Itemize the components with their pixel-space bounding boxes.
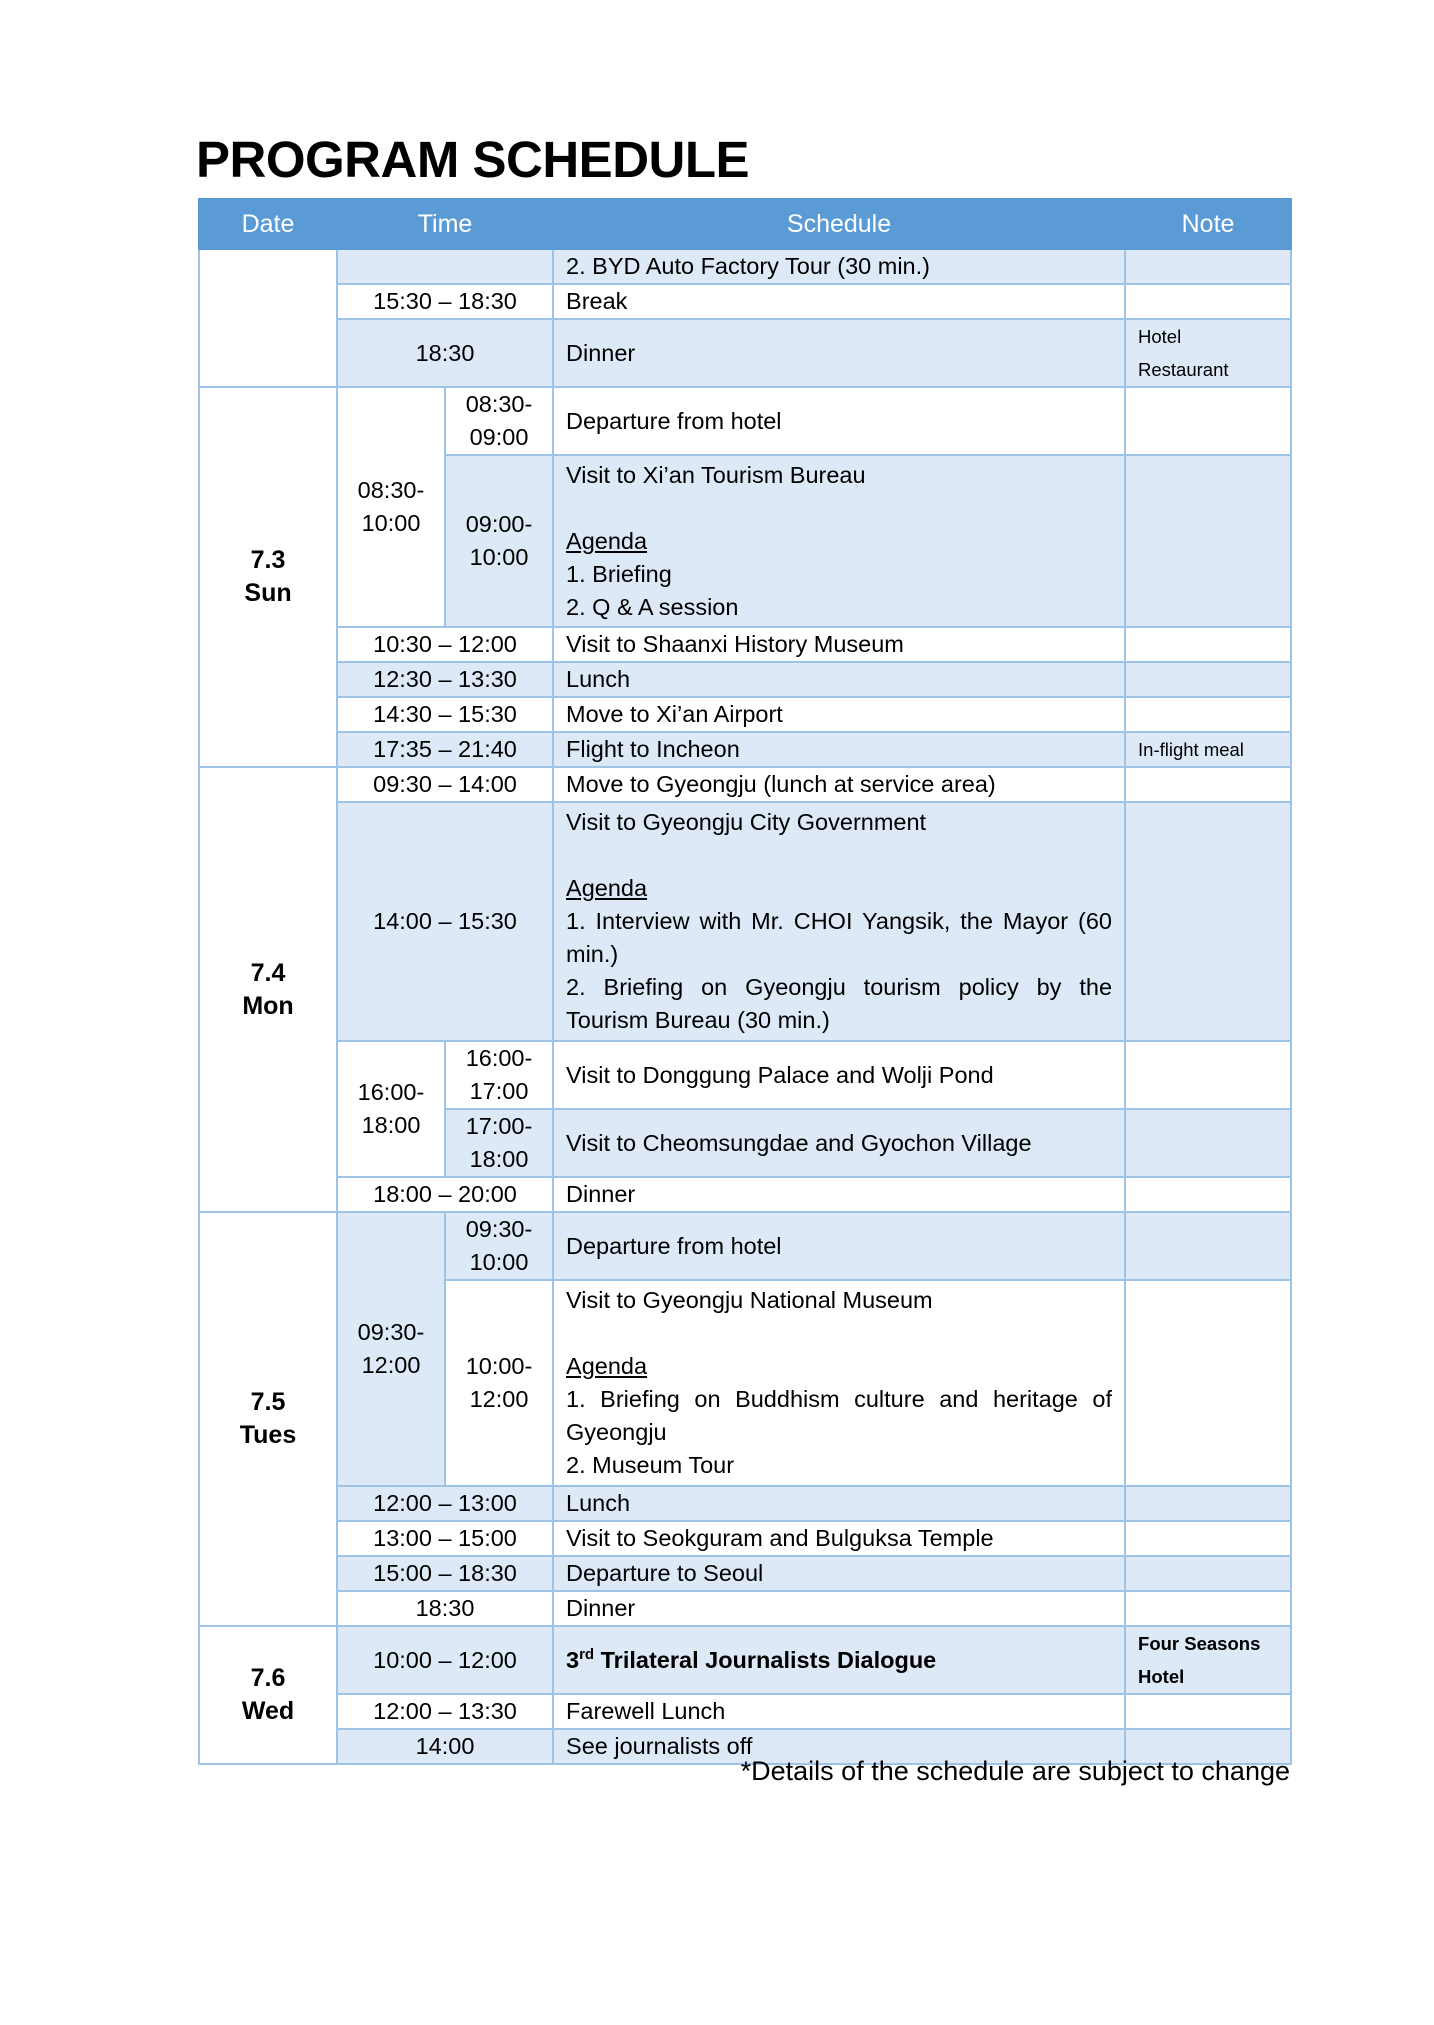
time-cell xyxy=(445,1041,553,1109)
time-cell: 10:30 – 12:00 xyxy=(337,627,553,662)
table-row xyxy=(199,1521,1291,1556)
table-row xyxy=(199,319,1291,387)
time-start: 10:00- xyxy=(465,1353,533,1379)
page-title: PROGRAM SCHEDULE xyxy=(196,131,750,188)
time-cell: 09:30 – 14:00 xyxy=(337,767,553,802)
time-cell xyxy=(445,387,553,455)
table-row xyxy=(199,627,1291,662)
ordinal-suffix: rd xyxy=(579,1645,595,1663)
schedule-cell xyxy=(553,802,1125,1041)
schedule-cell: Visit to Donggung Palace and Wolji Pond xyxy=(553,1041,1125,1109)
note-cell xyxy=(1125,662,1291,697)
time-cell: 12:00 – 13:00 xyxy=(337,1486,553,1521)
time-cell xyxy=(445,1280,553,1486)
table-row xyxy=(199,1177,1291,1212)
time-cell: 18:30 xyxy=(337,1591,553,1626)
time-cell: 12:00 – 13:30 xyxy=(337,1694,553,1729)
table-row xyxy=(199,697,1291,732)
time-end: 09:00 xyxy=(469,424,529,450)
time-cell: 13:00 – 15:00 xyxy=(337,1521,553,1556)
date-number: 7.5 xyxy=(250,1388,286,1416)
table-row xyxy=(199,802,1291,1041)
time-cell: 14:00 – 15:30 xyxy=(337,802,553,1041)
table-row xyxy=(199,1694,1291,1729)
time-start: 09:30- xyxy=(357,1319,425,1345)
date-cell xyxy=(199,767,337,1212)
schedule-cell: Move to Gyeongju (lunch at service area) xyxy=(553,767,1125,802)
schedule-title: Visit to Gyeongju City Government xyxy=(566,809,927,835)
date-number: 7.3 xyxy=(250,546,286,574)
note-line: Hotel xyxy=(1138,326,1182,347)
table-row xyxy=(199,249,1291,284)
note-cell xyxy=(1125,284,1291,319)
schedule-cell: Lunch xyxy=(553,1486,1125,1521)
schedule-cell: Dinner xyxy=(553,319,1125,387)
schedule-cell: Departure to Seoul xyxy=(553,1556,1125,1591)
time-cell xyxy=(445,455,553,627)
schedule-table xyxy=(198,198,1292,1765)
schedule-cell: Departure from hotel xyxy=(553,387,1125,455)
schedule-cell xyxy=(553,455,1125,627)
time-cell xyxy=(445,1109,553,1177)
table-row xyxy=(199,1212,1291,1280)
schedule-cell: Move to Xi’an Airport xyxy=(553,697,1125,732)
time-start: 08:30- xyxy=(357,477,425,503)
time-cell: 15:30 – 18:30 xyxy=(337,284,553,319)
note-cell xyxy=(1125,767,1291,802)
time-end: 10:00 xyxy=(469,1249,529,1275)
note-line: Hotel xyxy=(1138,1666,1185,1687)
schedule-cell: Departure from hotel xyxy=(553,1212,1125,1280)
time-end: 18:00 xyxy=(469,1146,529,1172)
time-cell: 14:30 – 15:30 xyxy=(337,697,553,732)
time-start: 16:00- xyxy=(357,1079,425,1105)
agenda-label: Agenda xyxy=(566,875,648,901)
time-end: 12:00 xyxy=(361,1352,421,1378)
time-group-cell xyxy=(337,1212,445,1486)
ordinal-number: 3 xyxy=(566,1646,580,1673)
schedule-cell: Dinner xyxy=(553,1177,1125,1212)
footnote: *Details of the schedule are subject to change xyxy=(740,1756,1290,1786)
date-cell xyxy=(199,1626,337,1764)
schedule-cell: 2. BYD Auto Factory Tour (30 min.) xyxy=(553,249,1125,284)
schedule-cell: Visit to Shaanxi History Museum xyxy=(553,627,1125,662)
time-start: 08:30- xyxy=(465,391,533,417)
header-schedule: Schedule xyxy=(553,199,1125,249)
note-cell xyxy=(1125,1177,1291,1212)
schedule-cell: Break xyxy=(553,284,1125,319)
note-cell xyxy=(1125,1109,1291,1177)
note-cell xyxy=(1125,319,1291,387)
time-cell xyxy=(337,249,553,284)
table-row xyxy=(199,767,1291,802)
time-cell: 12:30 – 13:30 xyxy=(337,662,553,697)
note-cell xyxy=(1125,697,1291,732)
time-cell: 15:00 – 18:30 xyxy=(337,1556,553,1591)
note-cell xyxy=(1125,1212,1291,1280)
header-date: Date xyxy=(199,199,337,249)
note-cell: In-flight meal xyxy=(1125,732,1291,767)
schedule-cell: Dinner xyxy=(553,1591,1125,1626)
table-row xyxy=(199,284,1291,319)
table-row xyxy=(199,387,1291,455)
table-row xyxy=(199,732,1291,767)
note-cell xyxy=(1125,455,1291,627)
schedule-title: Visit to Gyeongju National Museum xyxy=(566,1287,933,1313)
note-cell xyxy=(1125,387,1291,455)
date-day: Sun xyxy=(244,579,292,607)
note-cell xyxy=(1125,1280,1291,1486)
date-cell xyxy=(199,1212,337,1626)
table-row xyxy=(199,1041,1291,1109)
note-cell xyxy=(1125,1694,1291,1729)
table-row xyxy=(199,1556,1291,1591)
note-cell xyxy=(1125,249,1291,284)
schedule-cell xyxy=(553,1626,1125,1694)
agenda-label: Agenda xyxy=(566,527,648,554)
agenda-item: 2. Briefing on Gyeongju tourism policy by the Tourism Bureau (30 min.) xyxy=(566,974,1113,1033)
time-start: 09:30- xyxy=(465,1216,533,1242)
schedule-title: Visit to Xi’an Tourism Bureau xyxy=(566,461,866,488)
time-cell: 10:00 – 12:00 xyxy=(337,1626,553,1694)
schedule-title: Trilateral Journalists Dialogue xyxy=(594,1646,937,1673)
time-start: 17:00- xyxy=(465,1113,533,1139)
table-row xyxy=(199,1486,1291,1521)
schedule-cell: See journalists off xyxy=(553,1729,1125,1764)
time-end: 10:00 xyxy=(361,510,421,536)
note-cell xyxy=(1125,1521,1291,1556)
note-cell xyxy=(1125,1626,1291,1694)
header-time: Time xyxy=(337,199,553,249)
note-line: Four Seasons xyxy=(1138,1633,1261,1654)
time-group-cell xyxy=(337,1041,445,1177)
note-cell xyxy=(1125,1041,1291,1109)
agenda-item: 2. Q & A session xyxy=(566,593,739,620)
note-cell xyxy=(1125,627,1291,662)
schedule-cell xyxy=(553,1280,1125,1486)
agenda-item: 2. Museum Tour xyxy=(566,1452,735,1478)
time-end: 12:00 xyxy=(469,1386,529,1412)
table-row xyxy=(199,1626,1291,1694)
note-cell xyxy=(1125,802,1291,1041)
schedule-cell: Flight to Incheon xyxy=(553,732,1125,767)
note-cell xyxy=(1125,1556,1291,1591)
time-cell: 18:30 xyxy=(337,319,553,387)
time-cell: 17:35 – 21:40 xyxy=(337,732,553,767)
schedule-cell: Lunch xyxy=(553,662,1125,697)
table-row xyxy=(199,662,1291,697)
time-end: 17:00 xyxy=(469,1078,529,1104)
note-line: Restaurant xyxy=(1138,359,1229,380)
date-day: Tues xyxy=(239,1421,297,1449)
agenda-item: 1. Briefing xyxy=(566,560,672,587)
agenda-item: 1. Briefing on Buddhism culture and heritage of Gyeongju xyxy=(566,1386,1113,1445)
time-group-cell xyxy=(337,387,445,627)
table-header-row xyxy=(199,199,1291,249)
table-row xyxy=(199,1591,1291,1626)
time-start: 09:00- xyxy=(465,511,533,537)
time-end: 10:00 xyxy=(469,544,529,570)
time-start: 16:00- xyxy=(465,1045,533,1071)
time-cell: 14:00 xyxy=(337,1729,553,1764)
date-cell-empty xyxy=(199,249,337,387)
time-cell: 18:00 – 20:00 xyxy=(337,1177,553,1212)
note-cell xyxy=(1125,1591,1291,1626)
time-end: 18:00 xyxy=(361,1112,421,1138)
date-number: 7.6 xyxy=(250,1664,286,1692)
date-number: 7.4 xyxy=(250,958,286,987)
date-cell xyxy=(199,387,337,767)
date-day: Mon xyxy=(242,991,294,1020)
note-cell xyxy=(1125,1486,1291,1521)
schedule-cell: Visit to Cheomsungdae and Gyochon Village xyxy=(553,1109,1125,1177)
schedule-cell: Visit to Seokguram and Bulguksa Temple xyxy=(553,1521,1125,1556)
header-note: Note xyxy=(1125,199,1291,249)
schedule-cell: Farewell Lunch xyxy=(553,1694,1125,1729)
time-cell xyxy=(445,1212,553,1280)
agenda-item: 1. Interview with Mr. CHOI Yangsik, the Mayor (60 min.) xyxy=(566,908,1113,967)
agenda-label: Agenda xyxy=(566,1353,648,1379)
date-day: Wed xyxy=(241,1697,295,1725)
